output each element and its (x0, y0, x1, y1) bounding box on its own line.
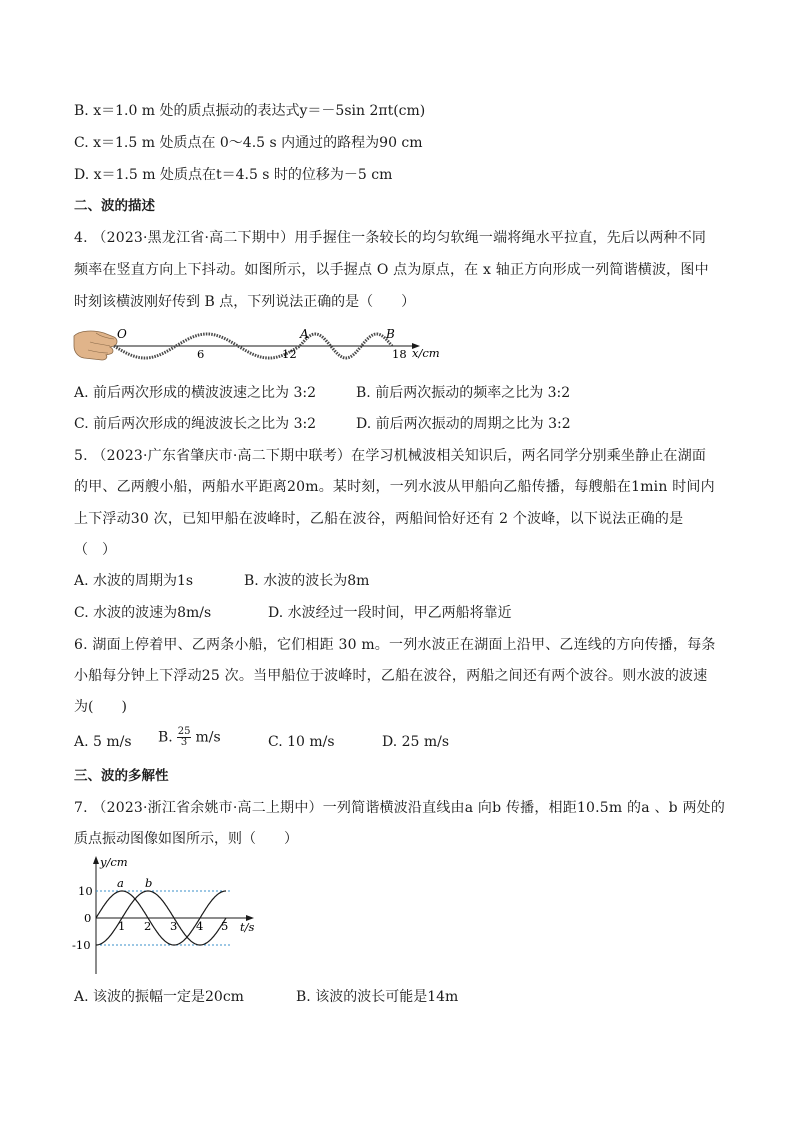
axis-label-x: x/cm (412, 346, 440, 360)
vibration-graph (70, 852, 270, 982)
q4-option-d: D. 前后两次振动的周期之比为 3:2 (356, 416, 571, 432)
tick-18: 18 (392, 347, 407, 361)
section-heading-2: 二、波的描述 (74, 198, 155, 214)
q4-option-b: B. 前后两次振动的频率之比为 3:2 (356, 385, 571, 401)
q5-option-c: C. 水波的波速为8m/s (74, 605, 212, 621)
fraction-25-over-3 (177, 727, 192, 748)
q6-stem-line3: 为( ) (74, 699, 127, 715)
ytick-0: 0 (84, 911, 92, 925)
q4-option-c: C. 前后两次形成的绳波波长之比为 3:2 (74, 416, 317, 432)
label-A: A (300, 327, 309, 341)
ytick-neg10: -10 (72, 938, 91, 952)
q5-option-a: A. 水波的周期为1s (74, 573, 194, 589)
q6-option-b (158, 727, 221, 748)
q3-option-c: C. x＝1.5 m 处质点在 0～4.5 s 内通过的路程为90 cm (74, 135, 423, 151)
q3-option-d: D. x＝1.5 m 处质点在t＝4.5 s 时的位移为－5 cm (74, 167, 393, 183)
q7-stem-line1: 7. （2023·浙江省余姚市·高二上期中）一列简谐横波沿直线由a 向b 传播，相距10.5m 的a 、b 两处的 (74, 800, 726, 816)
label-O: O (117, 327, 127, 341)
q5-option-b: B. 水波的波长为8m (244, 573, 370, 589)
q6-option-d: D. 25 m/s (382, 734, 450, 750)
fraction-numerator: 25 (177, 726, 191, 737)
q7-option-a: A. 该波的振幅一定是20cm (74, 989, 244, 1005)
hand-icon (74, 331, 117, 360)
graph-ylabel: y/cm (100, 855, 128, 869)
q7-stem-line2: 质点振动图像如图所示，则（ ） (74, 831, 298, 847)
curve-label-b: b (145, 876, 153, 890)
tick-6: 6 (197, 347, 205, 361)
label-B: B (386, 327, 395, 341)
q3-option-b: B. x＝1.0 m 处的质点振动的表达式y＝－5sin 2πt(cm) (74, 103, 426, 119)
q6-stem-line1: 6. 湖面上停着甲、乙两条小船，它们相距 30 m。一列水波正在湖面上沿甲、乙连线的方向传播，每条 (74, 637, 716, 653)
q5-option-d: D. 水波经过一段时间，甲乙两船将靠近 (268, 605, 512, 621)
ytick-10: 10 (78, 884, 93, 898)
fraction-denominator: 3 (180, 737, 188, 748)
xtick-3: 3 (170, 919, 178, 933)
xtick-5: 5 (221, 919, 229, 933)
q4-stem-line3: 时刻该横波刚好传到 B 点，下列说法正确的是（ ） (74, 294, 416, 310)
q6-option-b-unit: m/s (195, 729, 221, 746)
q6-stem-line2: 小船每分钟上下浮动25 次。当甲船位于波峰时，乙船在波谷，两船之间还有两个波谷。则水波的波速 (74, 668, 708, 684)
q5-stem-line4: （ ） (74, 542, 116, 558)
curve-label-a: a (117, 876, 124, 890)
q4-stem-line2: 频率在竖直方向上下抖动。如图所示，以手握点 O 点为原点，在 x 轴正方向形成一列简谐横波，图中 (74, 262, 709, 278)
q7-option-b: B. 该波的波长可能是14m (296, 989, 459, 1005)
q6-option-b-letter: B. (158, 729, 173, 746)
q6-option-a: A. 5 m/s (74, 734, 132, 750)
q5-stem-line2: 的甲、乙两艘小船，两船水平距离20m。某时刻，一列水波从甲船向乙船传播，每艘船在1min 时间内 (74, 479, 715, 495)
q4-option-a: A. 前后两次形成的横波波速之比为 3:2 (74, 385, 316, 401)
rope-wave-figure (70, 322, 450, 364)
q4-stem-line1: 4. （2023·黑龙江省·高二下期中）用手握住一条较长的均匀软绳一端将绳水平拉直，先后以两种不同 (74, 230, 707, 246)
xtick-2: 2 (144, 919, 152, 933)
tick-12: 12 (282, 347, 297, 361)
graph-xlabel: t/s (240, 920, 255, 934)
q5-stem-line3: 上下浮动30 次，已知甲船在波峰时，乙船在波谷，两船间恰好还有 2 个波峰，以下说法正确的是 (74, 511, 684, 527)
xtick-4: 4 (196, 919, 204, 933)
xtick-1: 1 (118, 919, 126, 933)
y-axis-arrow (93, 856, 99, 864)
q6-option-c: C. 10 m/s (268, 734, 335, 750)
section-heading-3: 三、波的多解性 (74, 768, 169, 784)
q5-stem-line1: 5. （2023·广东省肇庆市·高二下期中联考）在学习机械波相关知识后，两名同学分别乘坐静止在湖面 (74, 448, 707, 464)
